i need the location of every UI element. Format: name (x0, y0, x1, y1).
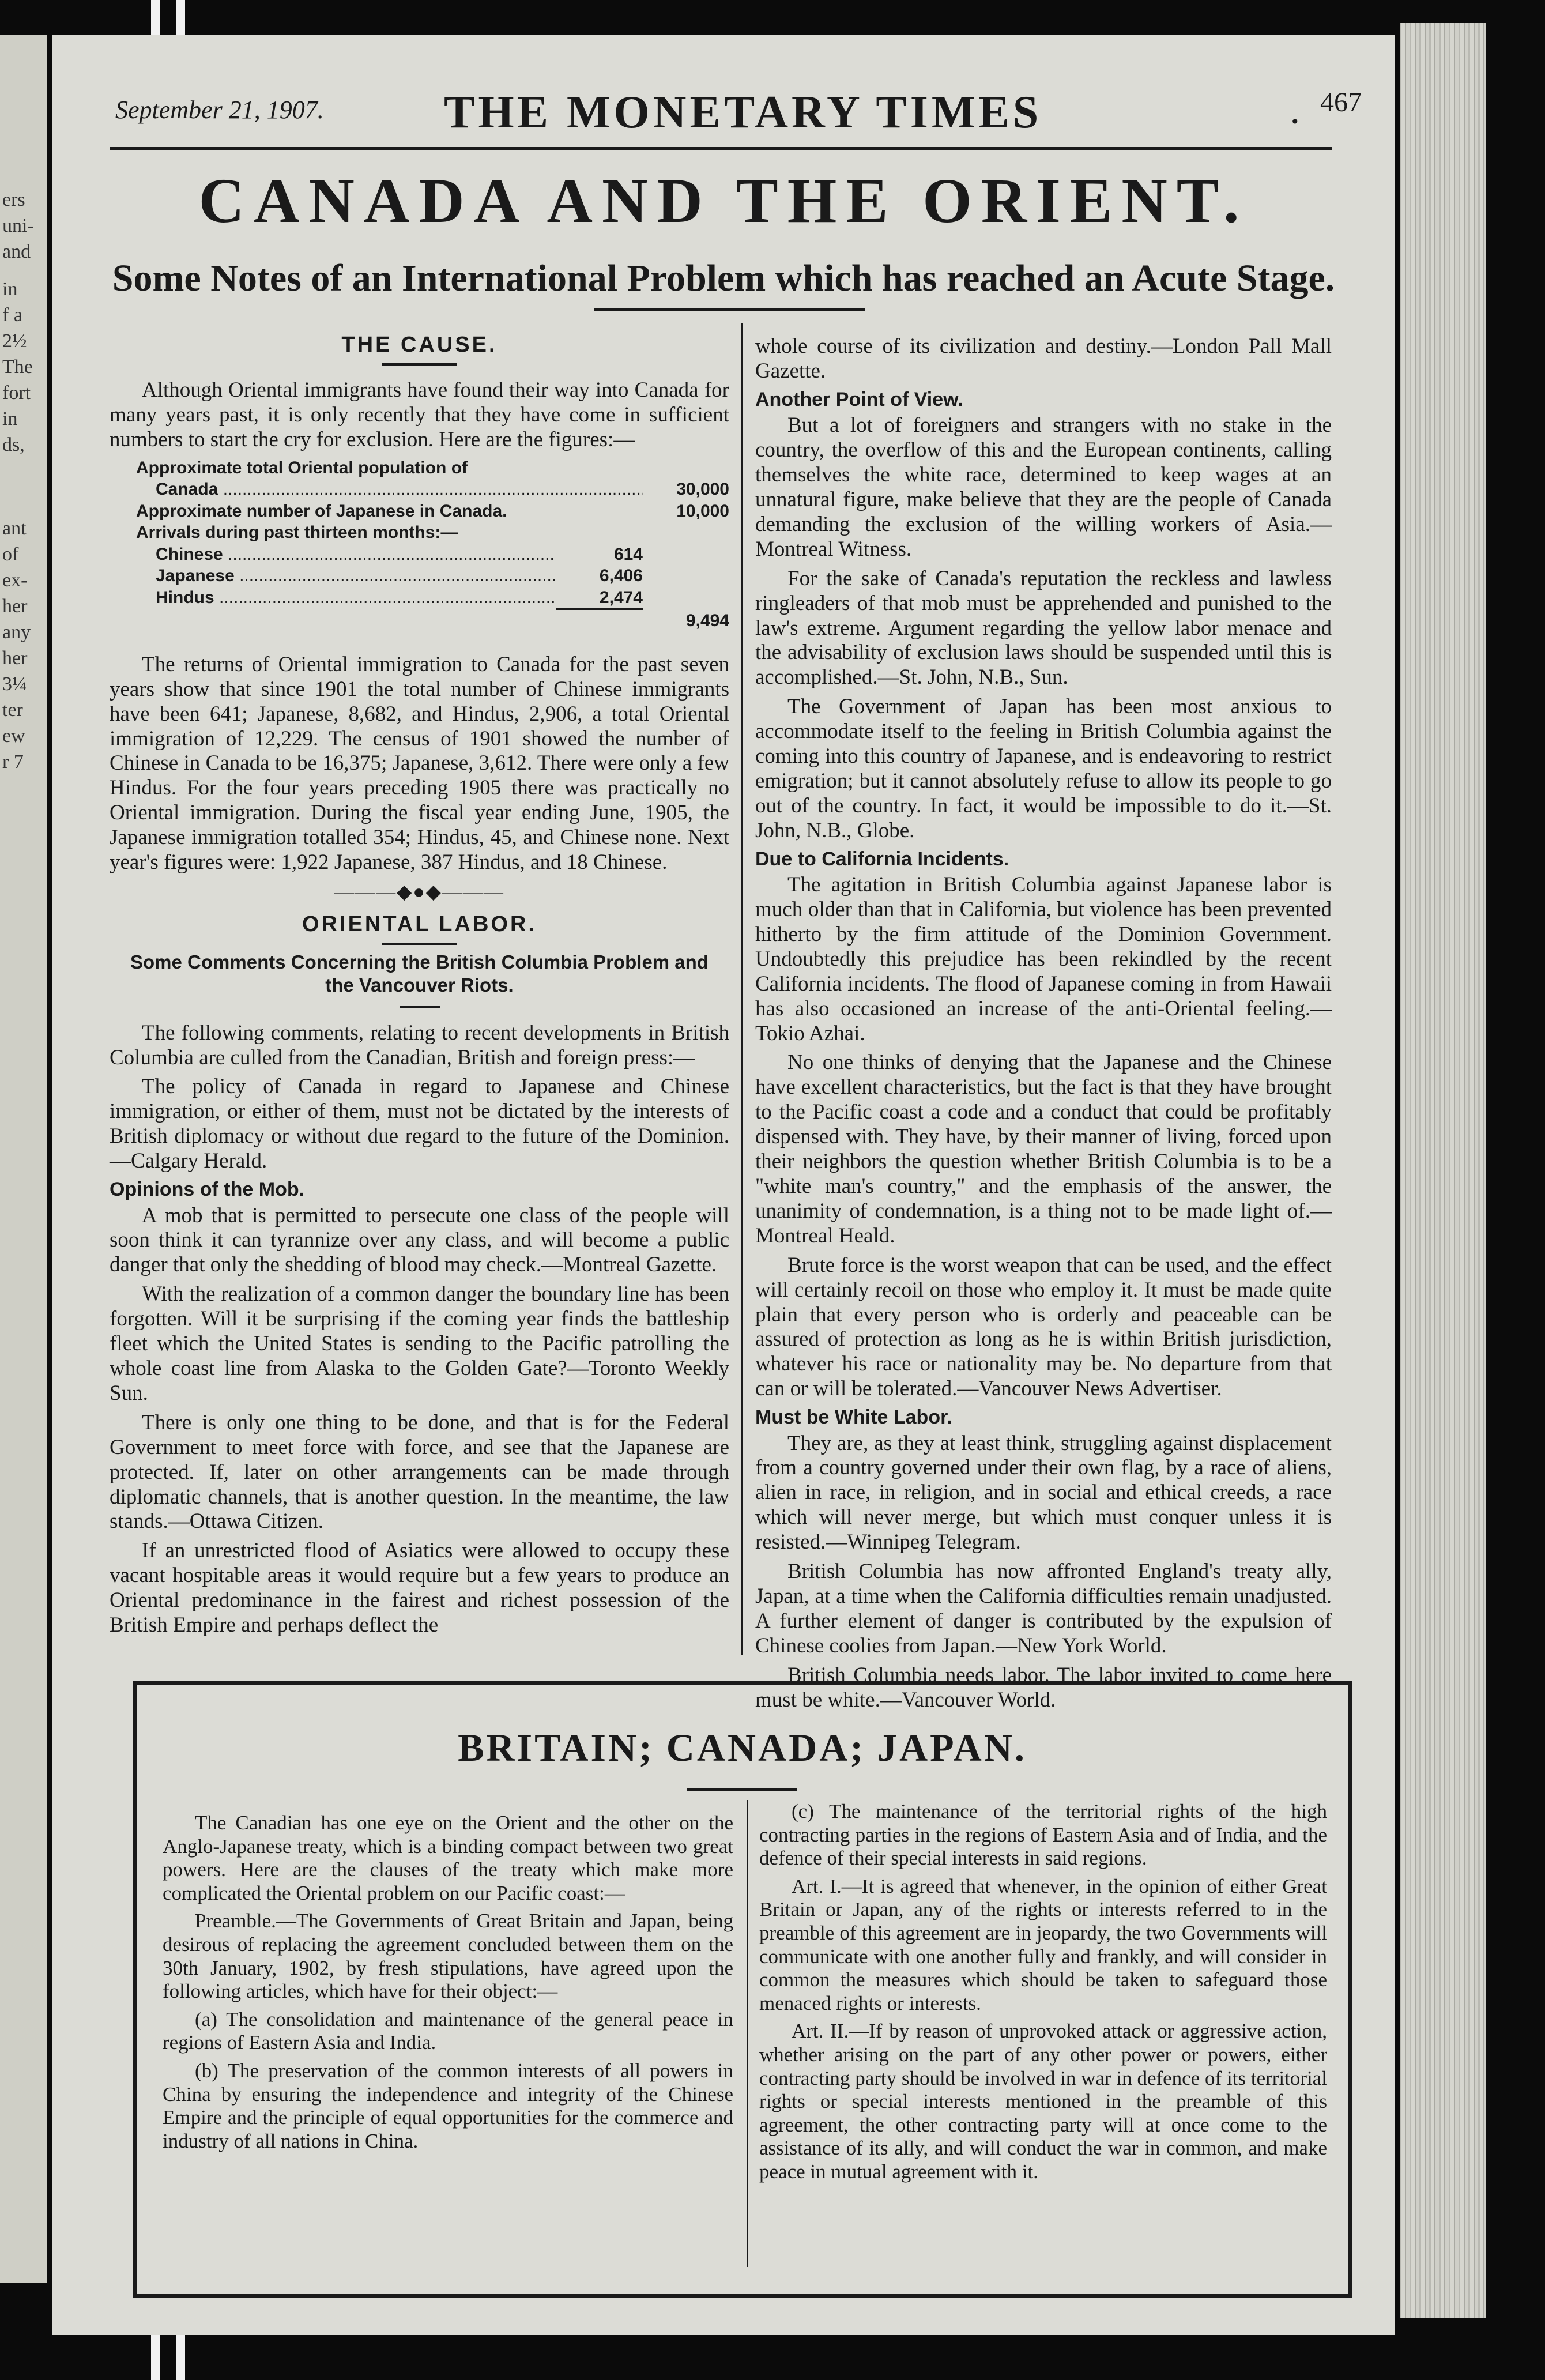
stat-value: 10,000 (676, 501, 729, 521)
article-title: CANADA AND THE ORIENT. (198, 165, 1249, 236)
subheading-california: Due to California Incidents. (755, 848, 1009, 870)
stat-label: Arrivals during past thirteen months:— (136, 523, 458, 543)
paragraph: For the sake of Canada's reputation the reckless and lawless ringleaders of that mob must be apprehended and punished to the law's extreme. Argument regarding the yellow labor menace and the advisability of exclusion laws should be suspended until this is accomplished.—St. John, N.B., Sun. (755, 566, 1332, 690)
paragraph: The agitation in British Columbia against Japanese labor is much older than that in California, but violence has been prevented hitherto by the firm attitude of the Dominion Government. Undoubtedly this prejudice has been rekindled by the recent California incidents. The flood of Japanese coming in from Hawaii has also occasioned an increase of the anti-Oriental feeling.—Tokio Azhai. (755, 873, 1332, 1045)
stat-row (110, 544, 729, 566)
margin-fragment: ex- (2, 571, 28, 590)
paragraph: The Canadian has one eye on the Orient and the other on the Anglo-Japanese treaty, which is a binding compact between two great powers. Here are the clauses of the treaty which make more complicated the Oriental problem on our Pacific coast:— (163, 1812, 733, 1904)
paragraph: Preamble.—The Governments of Great Britain and Japan, being desirous of replacing the agreement concluded between them on the 30th January, 1902, by fresh stipulations, have agreed upon the following articles, which have for their object:— (163, 1910, 733, 2003)
stat-label: Approximate total Oriental population of (136, 458, 468, 477)
section-heading-cause: THE CAUSE. (341, 333, 498, 357)
paragraph: The Government of Japan has been most anxious to accommodate itself to the feeling in British Columbia against the coming into this country of Japanese, and is endeavoring to restrict emigration; but it cannot absolutely refuse to allow its people to go out of the country. In fact, it would be impossible to do it.—St. John, N.B., Globe. (755, 695, 1332, 842)
paragraph: The following comments, relating to recent developments in British Columbia are culled from the Canadian, British and foreign press:— (110, 1020, 729, 1070)
paragraph: Although Oriental immigrants have found their way into Canada for many years past, it is only recently that they have come in sufficient numbers to start the cry for exclusion. Here are the figures:— (110, 378, 729, 451)
margin-fragment: 2½ (2, 332, 27, 351)
margin-fragment: fort (2, 383, 31, 403)
margin-fragment: ter (2, 701, 23, 720)
margin-fragment: in (2, 409, 18, 429)
stat-row (110, 610, 729, 632)
paragraph: But a lot of foreigners and strangers with no stake in the country, the overflow of this and the European continents, calling themselves the white race, determined to keep wages at an unnatural figure, make believe that they are the people of Canada demanding the exclusion of the willing workers of Asia.—Montreal Witness. (755, 413, 1332, 561)
film-tick (176, 2329, 185, 2380)
box-right-column (759, 1800, 1327, 2189)
film-tick (151, 2329, 160, 2380)
newspaper-page (52, 35, 1395, 2335)
paragraph: (b) The preservation of the common interests of all powers in China by ensuring the independence and integrity of the Chinese Empire and the principle of equal opportunities for the commerce and industry of all nations in China. (163, 2059, 733, 2152)
film-tick (151, 0, 160, 36)
margin-fragment: in (2, 280, 18, 299)
treaty-box (133, 1681, 1352, 2298)
stat-label: Japanese ..... (156, 565, 556, 587)
paragraph: Art. I.—It is agreed that whenever, in the opinion of either Great Britain or Japan, any of the rights or interests referred to in the preamble of this agreement are in jeopardy, the two Governments will communicate with one another fully and frankly, and will consider in common the measures which should be taken to safeguard those menaced rights or interests. (759, 1874, 1327, 2014)
margin-fragment: f a (2, 306, 22, 325)
paragraph: British Columbia needs labor. The labor invited to come here must be white.—Vancouver World. (755, 1663, 1332, 1712)
margin-fragment: and (2, 242, 31, 262)
paragraph: With the realization of a common danger the boundary line has been forgotten. Will it be surprising if the coming year finds the battleship fleet which the United States is sending to the Pacific patrolling the whole coast line from Alaska to the Golden Gate?—Toronto Weekly Sun. (110, 1282, 729, 1405)
margin-fragment: her (2, 649, 28, 668)
subtitle-rule (594, 308, 865, 311)
section-subheading: Some Comments Concerning the British Columbia Problem and the Vancouver Riots. (130, 951, 709, 996)
margin-fragment: her (2, 597, 28, 616)
paragraph: (c) The maintenance of the territorial rights of the high contracting parties in the regions of Eastern Asia and of India, and the defence of their special interests in said regions. (759, 1800, 1327, 1870)
article-subtitle: Some Notes of an International Problem which has reached an Acute Stage. (112, 257, 1335, 299)
margin-fragment: 3¼ (2, 675, 27, 694)
stat-row (110, 565, 729, 587)
stat-row (110, 587, 729, 611)
subheading-mob: Opinions of the Mob. (110, 1178, 305, 1201)
paragraph: They are, as they at least think, struggling against displacement from a country governed under their own flag, by a race of aliens, alien in race, in religion, and in social and ethical creeds, a race which will never merge, but which must conquer unless it is resisted.—Winnipeg Telegram. (755, 1431, 1332, 1554)
short-rule (400, 1006, 440, 1008)
paragraph: A mob that is permitted to persecute one class of the people will soon think it can tyrannize over any class, and will become a public danger that only the shedding of blood may check.—Montreal Gazette. (110, 1203, 729, 1277)
stat-value: 30,000 (676, 480, 729, 499)
box-column-divider (747, 1800, 748, 2267)
right-column (755, 334, 1332, 1718)
paragraph: British Columbia has now affronted England's treaty ally, Japan, at a time when the California difficulties remain unadjusted. A further element of danger is contributed by the expulsion of Chinese coolies from Japan.—New York World. (755, 1560, 1332, 1658)
page-binding-edge (1400, 23, 1486, 2318)
margin-fragment: The (2, 357, 33, 377)
margin-fragment: ew (2, 726, 25, 746)
paragraph: (a) The consolidation and maintenance of the general peace in regions of Eastern Asia and India. (163, 2008, 733, 2054)
immigration-stats (110, 457, 729, 632)
paragraph: Art. II.—If by reason of unprovoked attack or aggressive action, whether arising on the part of any other power or powers, either contracting party should be involved in war in defence of its territorial rights or special interests mentioned in the preamble of this agreement, the other contracting party will at once come to the assistance of its ally, and will conduct the war in common, and make peace in mutual agreement with it. (759, 2020, 1327, 2183)
paragraph: There is only one thing to be done, and that is for the Federal Government to meet force with force, and see that the Japanese are protected. If, later on other arrangements can be made through diplomatic channels, that is another question. In the meantime, the law stands.—Ottawa Citizen. (110, 1410, 729, 1534)
stat-label: Approximate number of Japanese in Canada. (136, 501, 507, 521)
header-rule (110, 147, 1332, 150)
stat-value: 6,406 (599, 566, 643, 586)
margin-fragment: ds, (2, 435, 25, 455)
stat-row (110, 500, 729, 522)
stat-label: Canada ..... (156, 479, 643, 500)
adjacent-page-strip (0, 35, 47, 2283)
subheading-point-of-view: Another Point of View. (755, 388, 963, 411)
box-title-rule (687, 1788, 797, 1791)
stat-row (110, 479, 729, 500)
short-rule (382, 363, 457, 366)
paragraph: No one thinks of denying that the Japanese and the Chinese have excellent characteristics, but the fact is that they have brought to the Pacific coast a code and a conduct that could be profitably dispensed with. They have, by their manner of living, forced upon their neighbors the question whether British Columbia is to be a "white man's country," and the emphasis of the answer, the unanimity of condemnation, is a thing not to be made light of.—Montreal Heald. (755, 1050, 1332, 1248)
margin-fragment: any (2, 623, 31, 642)
subheading-white-labor: Must be White Labor. (755, 1406, 952, 1429)
box-left-column (163, 1812, 733, 2157)
margin-fragment: of (2, 545, 19, 564)
section-heading-labor: ORIENTAL LABOR. (302, 912, 537, 937)
paragraph: If an unrestricted flood of Asiatics were allowed to occupy these vacant hospitable areas it would require but a few years to produce an Oriental predominance in the fairest and richest possession of the British Empire and perhaps deflect the (110, 1539, 729, 1637)
stat-value: 2,474 (556, 587, 643, 611)
masthead: THE MONETARY TIMES (444, 87, 1042, 138)
paragraph: The returns of Oriental immigration to Canada for the past seven years show that since 1901 the total number of Chinese immigrants have been 641; Japanese, 8,682, and Hindus, 2,906, a total Oriental immigration of 12,229. The census of 1901 showed the number of Chinese in Canada to be 16,375; Japanese, 3,612. There were only a few Hindus. For the four years preceding 1905 there was practically no Oriental immigration. During the fiscal year ending June, 1905, the Japanese immigration totalled 354; Hindus, 45, and Chinese none. Next year's figures were: 1,922 Japanese, 387 Hindus, and 18 Chinese. (110, 652, 729, 875)
film-tick (176, 0, 185, 36)
issue-date: September 21, 1907. (115, 96, 324, 124)
margin-fragment: ers (2, 190, 25, 210)
stat-label: Chinese ..... (156, 544, 556, 566)
ornament-divider: ———◆●◆——— (334, 881, 504, 903)
stat-total: 9,494 (685, 611, 729, 631)
header-dot: . (1291, 97, 1299, 130)
short-rule (382, 943, 457, 945)
box-title: BRITAIN; CANADA; JAPAN. (458, 1726, 1027, 1769)
margin-fragment: ant (2, 519, 27, 538)
stat-value: 614 (613, 544, 643, 564)
stat-label: Hindus ..... (156, 587, 556, 611)
page-number: 467 (1320, 87, 1362, 118)
margin-fragment: uni- (2, 216, 34, 236)
paragraph: whole course of its civilization and destiny.—London Pall Mall Gazette. (755, 334, 1332, 383)
margin-fragment: r 7 (2, 752, 24, 772)
column-divider (741, 323, 743, 1655)
left-column (110, 329, 729, 1643)
paragraph: The policy of Canada in regard to Japanese and Chinese immigration, or either of them, must not be dictated by the interests of British diplomacy or without due regard to the future of the Dominion.—Calgary Herald. (110, 1075, 729, 1173)
paragraph: Brute force is the worst weapon that can be used, and the effect will certainly recoil on those who employ it. It must be made quite plain that every person who is orderly and peaceable can be assured of protection as long as he is within British jurisdiction, whatever his race or nationality may be. No departure from that can or will be tolerated.—Vancouver News Advertiser. (755, 1253, 1332, 1401)
